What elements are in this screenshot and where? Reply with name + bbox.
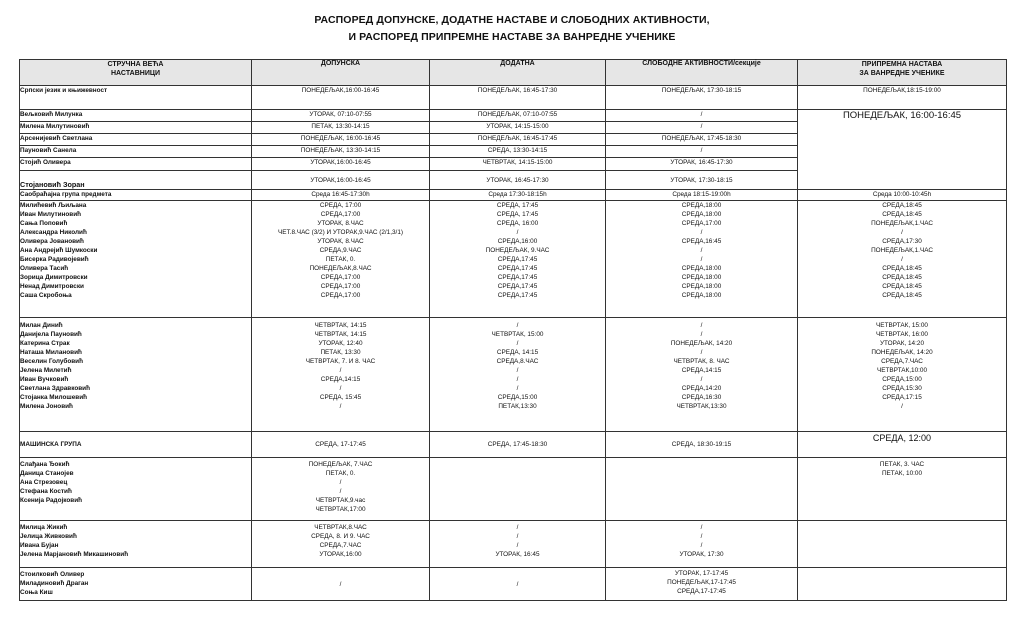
list-item: СРЕДА,15:30 [882, 385, 922, 392]
cell-text: / [700, 147, 703, 154]
cell-text: ПРИПРЕМНА НАСТАВА [861, 61, 943, 68]
table-cell [606, 458, 798, 521]
cell-list [252, 458, 430, 521]
cell-text: ПОНЕДЕЉАК, 07:10-07:55 [477, 111, 558, 118]
list-item: СРЕДА,18:00 [681, 265, 722, 272]
list-item: ЧЕТВРТАК, 14:15 [314, 331, 367, 338]
table-cell [20, 171, 252, 190]
list-item: СРЕДА,18:00 [681, 211, 722, 218]
cell-text: УТОРАК, 17:30-18:15 [670, 176, 733, 184]
list-item: Катерина Страк [20, 340, 70, 347]
table-cell [20, 110, 252, 122]
list-item: СРЕДА,17:00 [320, 292, 361, 299]
list-item: СРЕДА,18:45 [882, 265, 922, 272]
list-item: Ана Стрезовец [20, 479, 68, 486]
list-item: СРЕДА,18:45 [882, 274, 922, 281]
list-item: Иван Милутиновић [20, 211, 82, 218]
list-item: Слађана Ђокић [20, 461, 70, 468]
list-item: СРЕДА,15:00 [497, 394, 538, 401]
list-item: Милена Јоновић [20, 403, 73, 410]
table-cell [430, 171, 606, 190]
list-item: СРЕДА,17:00 [320, 283, 361, 290]
list-item: СРЕДА, 14:15 [496, 349, 539, 356]
list-item: СРЕДА, 16:00 [496, 220, 539, 227]
list-item: Оливера Јовановић [20, 238, 84, 245]
list-item: / [339, 367, 342, 374]
list-item: ПОНЕДЕЉАК,1.ЧАС [871, 220, 933, 227]
list-item: ЧЕТВРТАК,17:00 [315, 506, 366, 513]
list-item: Јелена Марјановић Микашиновић [20, 551, 129, 558]
list-item: Ивана Бујан [20, 542, 59, 549]
list-item: СРЕДА,16:30 [681, 394, 722, 401]
cell-supplementary [252, 86, 430, 110]
list-item: / [700, 524, 703, 531]
group-row-mechanical [20, 432, 1007, 458]
cell-additional [430, 86, 606, 110]
list-item: / [700, 331, 703, 338]
cell-text: УТОРАК, 16:45-17:30 [670, 159, 733, 166]
header-teachers [20, 60, 252, 86]
list-item: ЧЕТВРТАК,13:30 [676, 403, 727, 410]
cell-text: НАСТАВНИЦИ [111, 70, 160, 77]
list-item: СРЕДА,18:00 [681, 274, 722, 281]
cell-text: Арсенијевић Светлана [20, 135, 93, 142]
list-item: Милан Динић [20, 322, 63, 329]
cell-text: Стојановић Зоран [20, 180, 85, 189]
list-item: Миладиновић Драган [20, 580, 89, 587]
table-cell [798, 190, 1007, 201]
list-item: ПОНЕДЕЉАК, 14:20 [871, 349, 933, 356]
list-item: Даница Станојев [20, 470, 74, 477]
list-item: ЧЕТВРТАК, 8. ЧАС [673, 358, 730, 365]
cell-list [606, 318, 798, 432]
list-item: ЧЕТВРТАК, 15:00 [876, 322, 928, 329]
list-item: СРЕДА,8.ЧАС [496, 358, 539, 365]
table-cell [252, 190, 430, 201]
cell-text: Вељковић Милунка [20, 111, 83, 118]
list-item: УТОРАК, 17:30 [679, 551, 724, 558]
list-item: Данијела Пауновић [20, 331, 82, 338]
table-cell [20, 432, 252, 458]
cell-text: / [700, 111, 703, 118]
list-item: ЧЕТВРТАК, 15:00 [491, 331, 544, 338]
list-item: Зорица Димитровски [20, 274, 88, 281]
list-item: Оливера Тасић [20, 265, 69, 272]
list-item: СРЕДА,18:00 [681, 283, 722, 290]
list-item: СРЕДА,16:45 [681, 238, 722, 245]
list-item: Наташа Милановић [20, 349, 82, 356]
list-item: / [516, 367, 519, 374]
list-item: / [516, 340, 519, 347]
list-item: Јелица Живковић [20, 533, 77, 540]
list-item: СРЕДА,18:45 [882, 211, 922, 218]
list-item: СРЕДА,17:00 [681, 220, 722, 227]
list-item: Веселин Голубовић [20, 358, 84, 365]
cell-text: Српски језик и књижевност [20, 87, 108, 94]
cell-text: СРЕДА, 18:30-19:15 [671, 441, 732, 448]
cell-text: ПОНЕДЕЉАК, 13:30-14:15 [300, 147, 381, 154]
list-item: СРЕДА,7.ЧАС [319, 542, 362, 549]
table-row-block [20, 458, 1007, 521]
list-item: СРЕДА,14:15 [681, 367, 722, 374]
list-item: УТОРАК, 12:40 [318, 340, 363, 347]
list-item: ПОНЕДЕЉАК, 14:20 [670, 340, 733, 347]
cell-text: СТРУЧНА ВЕЋА [107, 61, 164, 68]
list-item: ЧЕТ.8.ЧАС (3/2) И УТОРАК,9.ЧАС (2/1,3/1) [277, 229, 404, 236]
cell-list [252, 318, 430, 432]
cell-text: СРЕДА, 17:45-18:30 [487, 441, 548, 448]
cell-text: Среда 16:45-17:30h [311, 191, 370, 198]
list-item: ПЕТАК, 0. [325, 470, 356, 477]
cell-preparatory-merged: ПОНЕДЕЉАК, 16:00-16:45 [798, 110, 1007, 190]
cell-text: Среда 17:30-18:15h [488, 191, 547, 198]
table-row [20, 110, 1007, 122]
list-item: / [700, 322, 703, 329]
list-item: ПЕТАК, 3. ЧАС [879, 461, 925, 468]
list-item: ЧЕТВРТАК,8.ЧАС [314, 524, 367, 531]
list-item: СРЕДА,18:45 [882, 283, 922, 290]
list-item: Сања Поповић [20, 220, 68, 227]
group-name [20, 86, 252, 110]
table-cell [430, 122, 606, 134]
header-preparatory [798, 60, 1007, 86]
table-cell [430, 432, 606, 458]
cell-list [606, 201, 798, 318]
list-item: / [516, 376, 519, 383]
list-item: / [700, 247, 703, 254]
list-item: УТОРАК, 14:20 [879, 340, 924, 347]
list-item: СРЕДА, 8. И 9. ЧАС [311, 533, 370, 540]
list-item: СРЕДА,17:45 [497, 274, 538, 281]
list-item: ЧЕТВРТАК,9.час [315, 497, 366, 504]
list-item: / [700, 533, 703, 540]
list-item: Јелена Милетић [20, 367, 72, 374]
list-item: УТОРАК,16:00 [319, 551, 362, 558]
cell-list [430, 521, 606, 568]
list-item: СРЕДА,17:15 [882, 394, 922, 401]
list-item: ЧЕТВРТАК, 16:00 [876, 331, 928, 338]
list-item: СРЕДА,16:00 [497, 238, 538, 245]
table-cell [20, 146, 252, 158]
cell-list [20, 458, 252, 521]
cell-list [798, 318, 1007, 432]
list-item: ПОНЕДЕЉАК,1.ЧАС [871, 247, 933, 254]
table-cell [430, 568, 606, 601]
list-item: УТОРАК, 8.ЧАС [317, 220, 364, 227]
table-cell [606, 122, 798, 134]
list-item: СРЕДА,17:45 [497, 256, 538, 263]
cell-preparatory [798, 86, 1007, 110]
cell-text: ПОНЕДЕЉАК, 17:30-18:15 [661, 87, 742, 94]
list-item: СРЕДА,18:00 [681, 202, 722, 209]
table-cell [252, 158, 430, 171]
cell-list [606, 568, 798, 601]
list-item: Милица Жикић [20, 524, 68, 531]
cell-text: Среда 18:15-19:00h [672, 191, 731, 198]
list-item: ПОНЕДЕЉАК,17-17:45 [667, 579, 736, 586]
list-item: ПЕТАК, 0. [325, 256, 356, 263]
cell-text: СРЕДА, 17-17:45 [315, 441, 366, 448]
table-cell [252, 122, 430, 134]
list-item: Стојанка Милошевић [20, 394, 88, 401]
table-cell [798, 568, 1007, 601]
cell-text: Пауновић Санела [20, 147, 77, 154]
cell-text: ПЕТАК, 13:30-14:15 [311, 123, 370, 130]
group-row-serbian [20, 86, 1007, 110]
table-cell [606, 158, 798, 171]
list-item: СРЕДА,18:00 [681, 292, 722, 299]
cell-list [20, 568, 252, 601]
cell-text: ЗА ВАНРЕДНЕ УЧЕНИКЕ [859, 70, 945, 77]
table-cell [430, 158, 606, 171]
list-item: ЧЕТВРТАК, 7. И 8. ЧАС [305, 358, 376, 365]
cell-text: ПОНЕДЕЉАК, 16:45-17:45 [477, 135, 558, 142]
list-item: Ненад Димитровски [20, 283, 84, 290]
cell-list [20, 201, 252, 318]
list-item: / [901, 403, 903, 410]
cell-text: УТОРАК, 07:10-07:55 [309, 111, 372, 118]
table-cell [430, 134, 606, 146]
table-cell [606, 171, 798, 190]
list-item: / [339, 479, 342, 486]
cell-text: Милена Милутиновић [20, 123, 90, 130]
cell-free-activities [606, 86, 798, 110]
list-item: СРЕДА, 17:45 [496, 202, 539, 209]
cell-text: Саобраћајна група предмета [20, 191, 112, 198]
cell-text: УТОРАК,16:00-16:45 [310, 159, 371, 166]
table-cell [252, 432, 430, 458]
list-item: СРЕДА, 15:45 [319, 394, 362, 401]
table-cell [430, 110, 606, 122]
table-cell [606, 190, 798, 201]
cell-text: ПОНЕДЕЉАК, 16:45-17:30 [477, 87, 558, 94]
list-item: Светлана Здравковић [20, 385, 91, 392]
list-item: / [901, 256, 903, 263]
cell-text: СРЕДА, 12:00 [872, 433, 932, 443]
table-cell [20, 158, 252, 171]
table-cell [252, 134, 430, 146]
list-item: СРЕДА,15:00 [882, 376, 922, 383]
table-cell [606, 146, 798, 158]
header-additional: ДОДАТНА [430, 60, 606, 86]
list-item: СРЕДА, 17:00 [319, 202, 362, 209]
list-item: / [901, 229, 903, 236]
list-item: Бисерка Радивојевић [20, 256, 89, 263]
table-cell [252, 171, 430, 190]
list-item: / [700, 349, 703, 356]
table-row-block [20, 521, 1007, 568]
table-cell [430, 190, 606, 201]
list-item: УТОРАК, 8.ЧАС [317, 238, 364, 245]
table-row-block [20, 201, 1007, 318]
list-item: Ксенија Радојковић [20, 497, 83, 504]
cell-text: ПОНЕДЕЉАК, 16:00-16:45 [300, 135, 381, 142]
cell-text: Среда 10:00-10:45h [872, 191, 932, 198]
cell-text: Стојић Оливера [20, 159, 71, 166]
list-item: Ана Андрејић Шумкоски [20, 247, 98, 254]
cell-text: ЧЕТВРТАК, 14:15-15:00 [482, 159, 553, 166]
table-cell [20, 122, 252, 134]
cell-list [606, 521, 798, 568]
header-free-activities: СЛОБОДНЕ АКТИВНОСТИ/секције [606, 60, 798, 86]
table-cell [252, 568, 430, 601]
list-item: Александра Николић [20, 229, 87, 236]
group-row-traffic [20, 190, 1007, 201]
list-item: / [516, 322, 519, 329]
cell-list [798, 201, 1007, 318]
schedule-table [19, 59, 1007, 601]
table-cell [798, 521, 1007, 568]
cell-text: ПОНЕДЕЉАК,18:15-19:00 [863, 87, 941, 94]
list-item: / [700, 256, 703, 263]
cell-text: / [516, 580, 519, 588]
cell-list [430, 201, 606, 318]
header-row [20, 60, 1007, 86]
list-item: СРЕДА,17-17:45 [677, 588, 726, 595]
list-item: ПОНЕДЕЉАК, 7.ЧАС [308, 461, 373, 468]
list-item: / [516, 542, 519, 549]
list-item: СРЕДА,14:20 [681, 385, 722, 392]
list-item: СРЕДА,17:30 [882, 238, 922, 245]
cell-text: / [339, 580, 342, 588]
list-item: Стоилковић Оливер [20, 571, 85, 578]
list-item: СРЕДА,17:45 [497, 283, 538, 290]
list-item: Милићевић Љиљана [20, 202, 87, 209]
cell-text: / [700, 123, 703, 130]
list-item: СРЕДА,18:45 [882, 292, 922, 299]
list-item: / [339, 403, 342, 410]
list-item: ЧЕТВРТАК, 14:15 [314, 322, 367, 329]
cell-list [252, 521, 430, 568]
list-item: ПЕТАК, 13:30 [320, 349, 361, 356]
list-item: ПОНЕДЕЉАК,8.ЧАС [309, 265, 372, 272]
document-title-line-2: И РАСПОРЕД ПРИПРЕМНЕ НАСТАВЕ ЗА ВАНРЕДНЕ УЧЕНИКЕ [348, 31, 676, 43]
cell-list [798, 458, 1007, 521]
cell-text: УТОРАК, 14:15-15:00 [486, 123, 549, 130]
cell-list [252, 201, 430, 318]
cell-list [20, 318, 252, 432]
list-item: / [700, 376, 703, 383]
list-item: / [516, 524, 519, 531]
table-row-block [20, 318, 1007, 432]
list-item: СРЕДА,17:00 [320, 274, 361, 281]
list-item: Иван Вучковић [20, 376, 69, 383]
table-cell [798, 432, 1007, 458]
table-cell [606, 110, 798, 122]
list-item: СРЕДА, 17:45 [496, 211, 539, 218]
list-item: СРЕДА,9.ЧАС [319, 247, 362, 254]
list-item: СРЕДА,17:45 [497, 292, 538, 299]
document-title-line-1: РАСПОРЕД ДОПУНСКЕ, ДОДАТНЕ НАСТАВЕ И СЛОБОДНИХ АКТИВНОСТИ, [314, 14, 710, 26]
cell-text: ПОНЕДЕЉАК,16:00-16:45 [301, 87, 380, 94]
list-item: СРЕДА,7.ЧАС [881, 358, 923, 365]
table-cell [430, 146, 606, 158]
list-item: Саша Скробоња [20, 292, 72, 299]
cell-text: СРЕДА, 13:30-14:15 [487, 147, 548, 154]
list-item: УТОРАК, 17-17:45 [674, 570, 729, 577]
cell-list [430, 318, 606, 432]
cell-text: ПОНЕДЕЉАК, 17:45-18:30 [661, 135, 742, 142]
header-supplementary: ДОПУНСКА [252, 60, 430, 86]
table-cell [20, 190, 252, 201]
table-row-block [20, 568, 1007, 601]
cell-text: МАШИНСКА ГРУПА [20, 441, 82, 448]
list-item: СРЕДА,17:00 [320, 211, 361, 218]
list-item: ПОНЕДЕЉАК, 9.ЧАС [485, 247, 550, 254]
list-item: / [516, 533, 519, 540]
table-cell [20, 134, 252, 146]
list-item: Соња Киш [20, 589, 53, 596]
list-item: / [516, 229, 519, 236]
list-item: ПЕТАК,13:30 [498, 403, 537, 410]
cell-list [20, 521, 252, 568]
list-item: / [700, 229, 703, 236]
table-cell [606, 432, 798, 458]
list-item: / [700, 542, 703, 549]
list-item: Стефана Костић [20, 488, 72, 495]
list-item: СРЕДА,14:15 [320, 376, 361, 383]
list-item: ПЕТАК, 10:00 [881, 470, 923, 477]
table-cell [606, 134, 798, 146]
list-item: / [516, 385, 519, 392]
table-cell [430, 458, 606, 521]
list-item: ЧЕТВРТАК,10:00 [876, 367, 928, 374]
list-item: СРЕДА,17:45 [497, 265, 538, 272]
list-item: УТОРАК, 16:45 [495, 551, 540, 558]
table-cell [252, 146, 430, 158]
list-item: СРЕДА,18:45 [882, 202, 922, 209]
cell-text: УТОРАК,16:00-16:45 [310, 176, 371, 184]
cell-text: УТОРАК, 16:45-17:30 [486, 176, 549, 184]
list-item: / [339, 385, 342, 392]
table-cell [252, 110, 430, 122]
list-item: / [339, 488, 342, 495]
